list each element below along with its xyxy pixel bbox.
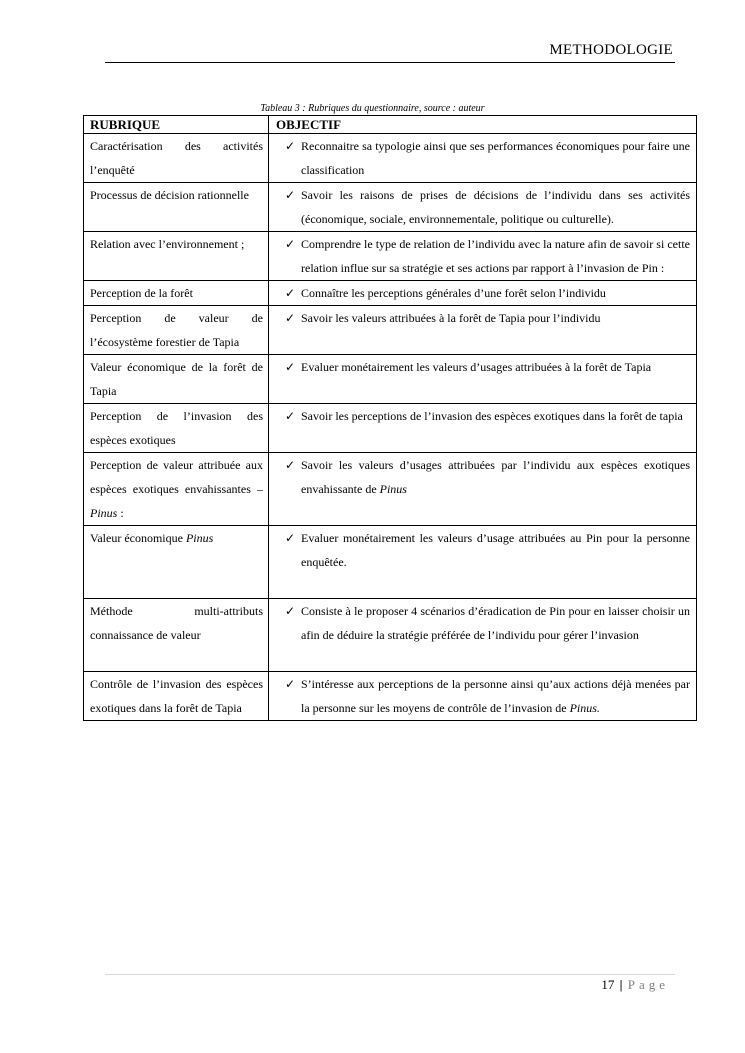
objectif-cell	[269, 453, 697, 526]
rubrique-cell: Perception de l’invasion des espèces exotiques	[84, 404, 269, 453]
page-number: 17	[601, 977, 615, 992]
check-icon: ✓	[285, 677, 296, 691]
header-objectif: OBJECTIF	[269, 116, 697, 134]
rubrique-text: Perception de valeur attribuée aux espèces exotiques envahissantes –	[90, 458, 263, 496]
table-row	[84, 453, 697, 526]
rubrique-cell: Perception de valeur de l’écosystème forestier de Tapia	[84, 306, 269, 355]
table-row	[84, 281, 697, 306]
check-icon: ✓	[285, 286, 296, 300]
page-separator: |	[619, 977, 623, 992]
check-icon: ✓	[285, 458, 296, 472]
rubrique-cell	[84, 453, 269, 526]
page-footer	[601, 977, 669, 993]
header-rubrique: RUBRIQUE	[84, 116, 269, 134]
rubrique-text-end: :	[117, 506, 124, 520]
table-row	[84, 306, 697, 355]
table-header-row	[84, 116, 697, 134]
rubrique-cell: Méthode multi-attributs connaissance de valeur	[84, 599, 269, 672]
rubrique-cell: Contrôle de l’invasion des espèces exotiques dans la forêt de Tapia	[84, 672, 269, 721]
objectif-cell	[269, 134, 697, 183]
table-row	[84, 134, 697, 183]
check-icon: ✓	[285, 604, 296, 618]
objectif-cell	[269, 232, 697, 281]
running-header-title: METHODOLOGIE	[549, 42, 673, 58]
objectif-text: Evaluer monétairement les valeurs d’usage attribuées au Pin pour la personne enquêtée.	[301, 531, 690, 569]
objectif-cell	[269, 306, 697, 355]
objectif-text: Evaluer monétairement les valeurs d’usages attribuées à la forêt de Tapia	[301, 360, 652, 374]
rubrique-italic: Pinus	[90, 506, 118, 520]
objectif-cell	[269, 355, 697, 404]
objectif-italic: Pinus	[379, 482, 407, 496]
objectif-text: Comprendre le type de relation de l’individu avec la nature afin de savoir si cette relation influe sur sa stratégie et ses actions par rapport à l’invasion de Pin :	[301, 237, 690, 275]
rubrique-text: Valeur économique	[90, 531, 186, 545]
check-icon: ✓	[285, 531, 296, 545]
table-row	[84, 599, 697, 672]
objectif-text: S’intéresse aux perceptions de la personne ainsi qu’aux actions déjà menées par la personne sur les moyens de contrôle de l’invasion de	[301, 677, 690, 715]
table-row	[84, 183, 697, 232]
check-icon: ✓	[285, 188, 296, 202]
rubrique-italic: Pinus	[185, 531, 214, 545]
table-row	[84, 232, 697, 281]
table-caption: Tableau 3 : Rubriques du questionnaire, source : auteur	[260, 103, 485, 114]
rubrique-cell	[84, 526, 269, 599]
objectif-cell	[269, 404, 697, 453]
objectif-cell	[269, 526, 697, 599]
page-label: Page	[627, 977, 669, 992]
check-icon: ✓	[285, 409, 296, 423]
header-rule	[105, 62, 675, 63]
check-icon: ✓	[285, 237, 296, 251]
objectif-cell	[269, 672, 697, 721]
objectif-text: Consiste à le proposer 4 scénarios d’éradication de Pin pour en laisser choisir un afin de déduire la stratégie préférée de l’individu pour gérer l’invasion	[301, 604, 690, 642]
objectif-text: Savoir les valeurs attribuées à la forêt de Tapia pour l’individu	[301, 311, 601, 325]
objectif-italic: Pinus.	[569, 701, 600, 715]
table-row	[84, 355, 697, 404]
rubrique-cell: Valeur économique de la forêt de Tapia	[84, 355, 269, 404]
objectif-text: Savoir les raisons de prises de décisions de l’individu dans ses activités (économique, sociale, environnementale, politique ou culturelle).	[301, 188, 690, 226]
objectif-text: Reconnaitre sa typologie ainsi que ses performances économiques pour faire une classification	[301, 139, 690, 177]
footer-rule	[105, 974, 675, 975]
objectif-cell	[269, 281, 697, 306]
check-icon: ✓	[285, 311, 296, 325]
rubrique-cell: Caractérisation des activités l’enquêté	[84, 134, 269, 183]
check-icon: ✓	[285, 139, 296, 153]
rubrique-cell: Processus de décision rationnelle	[84, 183, 269, 232]
rubrique-cell: Relation avec l’environnement ;	[84, 232, 269, 281]
table-row	[84, 672, 697, 721]
objectif-cell	[269, 599, 697, 672]
table-row	[84, 526, 697, 599]
rubrique-cell: Perception de la forêt	[84, 281, 269, 306]
objectif-cell	[269, 183, 697, 232]
table-row	[84, 404, 697, 453]
questionnaire-table	[83, 115, 697, 721]
objectif-text: Savoir les perceptions de l’invasion des espèces exotiques dans la forêt de tapia	[301, 409, 683, 423]
objectif-text: Savoir les valeurs d’usages attribuées par l’individu aux espèces exotiques envahissante de	[301, 458, 690, 496]
objectif-text: Connaître les perceptions générales d’une forêt selon l’individu	[301, 286, 606, 300]
check-icon: ✓	[285, 360, 296, 374]
